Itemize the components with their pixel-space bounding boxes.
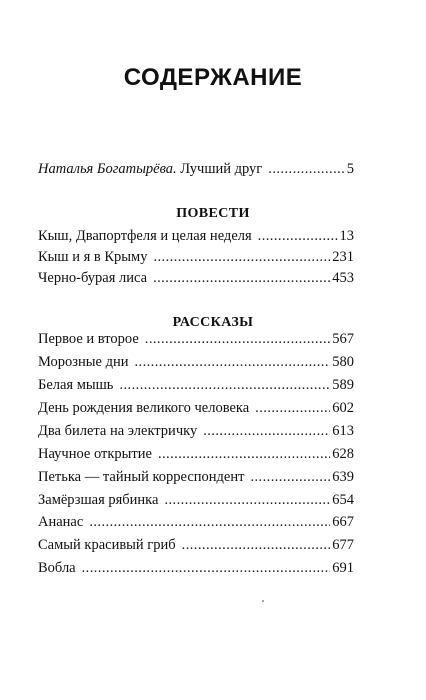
toc-entry: [38, 249, 354, 269]
paper-speck: [262, 600, 264, 602]
dot-leader: [153, 270, 330, 287]
dot-leader: [82, 560, 331, 577]
toc-entry: [38, 514, 354, 534]
toc-entry-title: Ананас: [38, 514, 84, 530]
toc-entry: [38, 537, 354, 557]
dot-leader: [182, 537, 331, 554]
toc-entry-title: Научное открытие: [38, 446, 152, 462]
toc-entry: [38, 560, 354, 580]
dot-leader: [158, 446, 330, 463]
toc-entry: [38, 228, 354, 248]
toc-entry-page: 691: [332, 560, 354, 576]
dot-leader: [164, 492, 330, 509]
toc-entry: [38, 270, 354, 290]
dot-leader: [89, 514, 330, 531]
dot-leader: [203, 423, 330, 440]
section-heading-rasskazy: РАССКАЗЫ: [172, 315, 254, 330]
toc-entry-title: Морозные дни: [38, 354, 129, 370]
toc-entry: [38, 331, 354, 351]
toc-entry-title: Самый красивый гриб: [38, 537, 176, 553]
toc-entry: [38, 423, 354, 443]
dot-leader: [250, 469, 330, 486]
toc-entry: [38, 377, 354, 397]
toc-entry-page: 628: [332, 446, 354, 462]
dot-leader: [119, 377, 330, 394]
toc-entry-page: 589: [332, 377, 354, 393]
section-heading-povesti: ПОВЕСТИ: [176, 206, 250, 221]
dot-leader: [268, 161, 344, 178]
toc-entry-page: 602: [332, 400, 354, 416]
toc-entry-title: Замёрзшая рябинка: [38, 492, 159, 508]
dot-leader: [153, 249, 330, 266]
toc-entry-page: 231: [332, 249, 354, 265]
toc-entry-title: Два билета на электричку: [38, 423, 198, 439]
toc-entry-page: 567: [332, 331, 354, 347]
toc-entry-title: Черно-бурая лиса: [38, 270, 148, 286]
toc-entry-title: Кыш, Двапортфеля и целая неделя: [38, 228, 252, 244]
page-title: СОДЕРЖАНИЕ: [123, 64, 303, 91]
toc-entry-page: 677: [332, 537, 354, 553]
toc-entry-page: 580: [332, 354, 354, 370]
dot-leader: [134, 354, 330, 371]
toc-entry-page: 5: [346, 161, 354, 177]
toc-entry-title: Вобла: [38, 560, 76, 576]
toc-entry-author: Наталья Богатырёва.: [38, 161, 177, 177]
toc-entry-page: 654: [332, 492, 354, 508]
toc-entry-page: 667: [332, 514, 354, 530]
toc-entry: [38, 446, 354, 466]
toc-entry-page: 453: [332, 270, 354, 286]
dot-leader: [258, 228, 338, 245]
toc-entry-title: День рождения великого человека: [38, 400, 250, 416]
toc-entry-title: [38, 161, 262, 178]
toc-entry: [38, 469, 354, 489]
toc-entry-page: 613: [332, 423, 354, 439]
toc-entry: [38, 354, 354, 374]
toc-entry-title: Кыш и я в Крыму: [38, 249, 148, 265]
toc-entry-title: Первое и второе: [38, 331, 139, 347]
toc-entry-work: Лучший друг: [176, 161, 263, 177]
toc-entry-intro: [38, 161, 354, 181]
toc-entry-page: 639: [332, 469, 354, 485]
toc-entry: [38, 492, 354, 512]
dot-leader: [145, 331, 330, 348]
toc-entry-title: Петька — тайный корреспондент: [38, 469, 245, 485]
toc-entry-page: 13: [339, 228, 354, 244]
toc-entry: [38, 400, 354, 420]
dot-leader: [255, 400, 330, 417]
toc-entry-title: Белая мышь: [38, 377, 114, 393]
